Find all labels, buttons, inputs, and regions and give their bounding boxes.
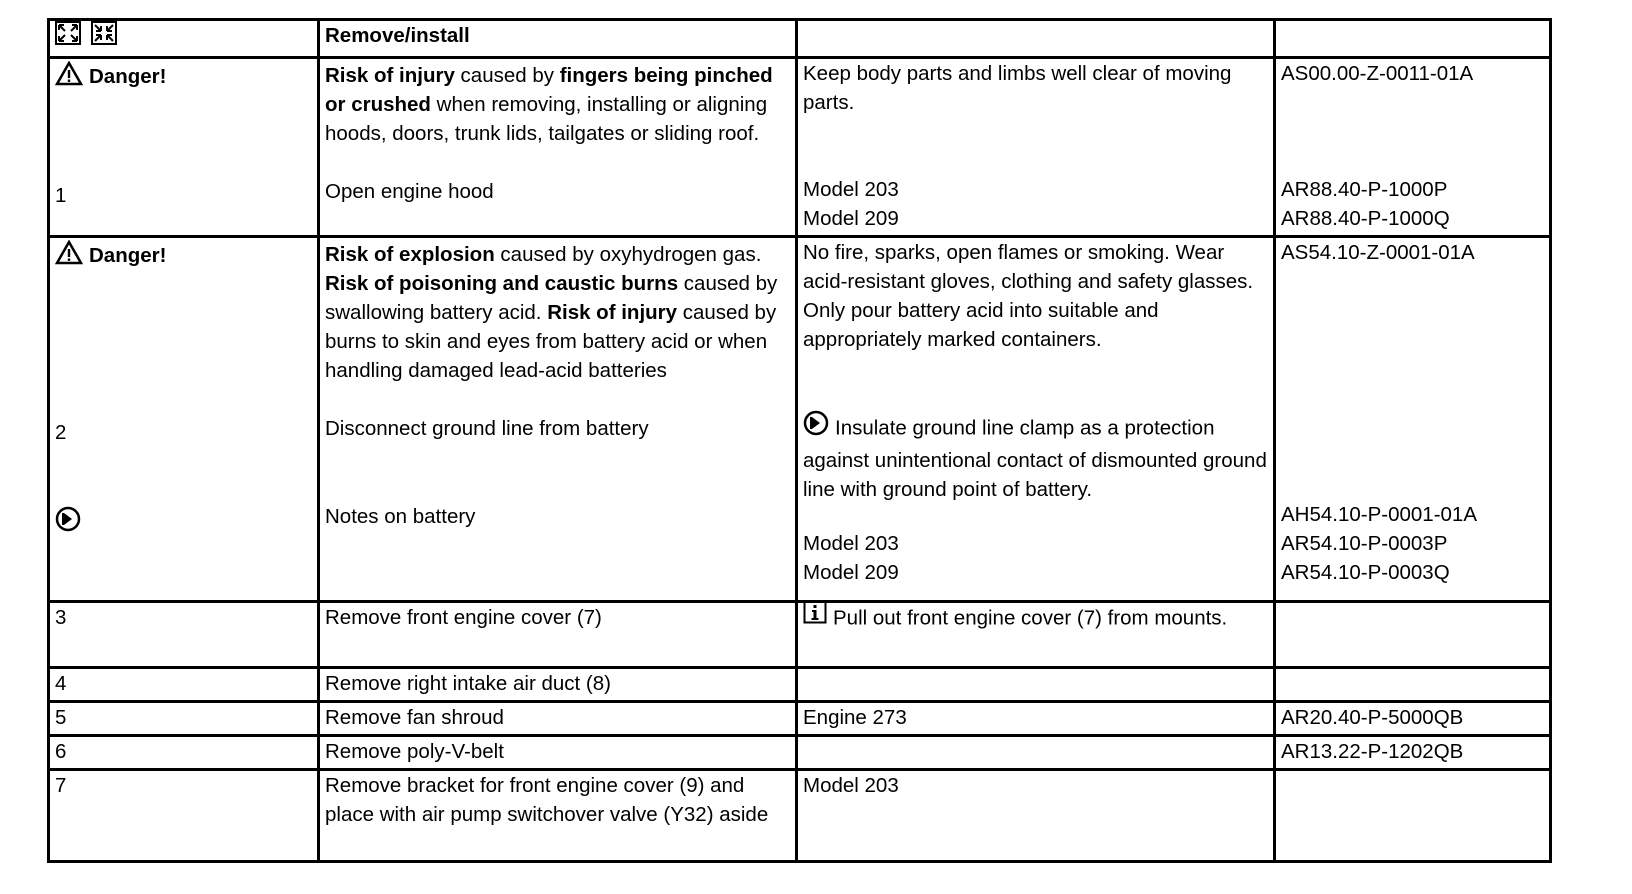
warning-triangle-icon bbox=[55, 61, 83, 94]
step-number: 3 bbox=[49, 602, 319, 668]
battery-label-cell bbox=[49, 237, 319, 602]
model-label: Model 203 bbox=[797, 770, 1275, 862]
procedure-table bbox=[47, 18, 1552, 863]
step-row-7 bbox=[49, 770, 1551, 862]
hood-ref-cell bbox=[1275, 58, 1551, 237]
hood-measure-cell bbox=[797, 58, 1275, 237]
step-number: 2 bbox=[55, 421, 67, 444]
header-empty-3 bbox=[797, 20, 1275, 58]
install-icon bbox=[91, 21, 117, 53]
model-label: Engine 273 bbox=[797, 702, 1275, 736]
risk-text: caused by bbox=[454, 64, 560, 87]
battery-ref-cell bbox=[1275, 237, 1551, 602]
step-row-3 bbox=[49, 602, 1551, 668]
step-text: Remove fan shroud bbox=[319, 702, 797, 736]
risk-text: caused by swallowing battery acid. bbox=[325, 272, 778, 324]
danger-text bbox=[325, 238, 791, 414]
hood-section-row bbox=[49, 58, 1551, 237]
risk-text: caused by burns to skin and eyes from battery acid or when handling damaged lead-acid batteries bbox=[325, 301, 777, 382]
doc-reference: AR88.40-P-1000P bbox=[1281, 178, 1448, 201]
battery-measure-cell bbox=[797, 237, 1275, 602]
battery-section-row bbox=[49, 237, 1551, 602]
step-note-text: Pull out front engine cover (7) from mounts. bbox=[833, 606, 1228, 630]
empty-ref-cell bbox=[1275, 602, 1551, 668]
empty-ref-cell bbox=[1275, 668, 1551, 702]
doc-reference: AR88.40-P-1000Q bbox=[1281, 207, 1450, 230]
risk-bold: Risk of explosion bbox=[325, 243, 495, 266]
step-text: Disconnect ground line from battery bbox=[325, 417, 649, 440]
step-note bbox=[803, 412, 1269, 529]
step-text: Remove front engine cover (7) bbox=[319, 602, 797, 668]
step-row-5 bbox=[49, 702, 1551, 736]
risk-text: caused by oxyhydrogen gas. bbox=[494, 243, 762, 266]
step-text: Remove bracket for front engine cover (9) and place with air pump switchover valve (Y32) aside bbox=[319, 770, 797, 862]
model-label: Model 209 bbox=[803, 207, 899, 230]
note-arrow-icon bbox=[803, 410, 829, 444]
header-title: Remove/install bbox=[319, 20, 797, 58]
risk-bold: Risk of injury bbox=[325, 64, 455, 87]
step-number: 6 bbox=[49, 736, 319, 770]
notes-link-text: Notes on battery bbox=[325, 505, 476, 528]
step-number: 5 bbox=[49, 702, 319, 736]
safety-measure: No fire, sparks, open flames or smoking. Wear acid-resistant gloves, clothing and safety glasses. Only pour battery acid into suitable and appropriately marked containers. bbox=[803, 241, 1254, 351]
step-row-4 bbox=[49, 668, 1551, 702]
step-row-6 bbox=[49, 736, 1551, 770]
doc-reference: AH54.10-P-0001-01A bbox=[1281, 503, 1478, 526]
hood-label-cell bbox=[49, 58, 319, 237]
step-note-text: Insulate ground line clamp as a protection against unintentional contact of dismounted ground line with ground point of battery. bbox=[803, 416, 1267, 501]
doc-reference: AS54.10-Z-0001-01A bbox=[1281, 241, 1475, 264]
step-text: Remove right intake air duct (8) bbox=[319, 668, 797, 702]
step-text: Open engine hood bbox=[325, 180, 494, 203]
risk-bold: Risk of poisoning and caustic burns bbox=[325, 272, 679, 295]
doc-reference: AR20.40-P-5000QB bbox=[1275, 702, 1551, 736]
step-number: 7 bbox=[49, 770, 319, 862]
risk-text: when removing, installing or aligning hoods, doors, trunk lids, tailgates or sliding roof. bbox=[325, 93, 768, 145]
doc-reference: AR54.10-P-0003P bbox=[1281, 532, 1448, 555]
header-icons-cell bbox=[49, 20, 319, 58]
step-note bbox=[797, 602, 1275, 668]
step-text: Remove poly-V-belt bbox=[319, 736, 797, 770]
step-number: 4 bbox=[49, 668, 319, 702]
danger-text bbox=[325, 59, 791, 177]
empty-ref-cell bbox=[1275, 770, 1551, 862]
risk-bold: fingers being pinched or crushed bbox=[325, 64, 773, 116]
step-number: 1 bbox=[55, 184, 67, 207]
model-label: Model 203 bbox=[803, 178, 899, 201]
info-icon bbox=[803, 602, 827, 633]
empty-note-cell bbox=[797, 668, 1275, 702]
empty-note-cell bbox=[797, 736, 1275, 770]
model-label: Model 203 bbox=[803, 532, 899, 555]
doc-reference: AR54.10-P-0003Q bbox=[1281, 561, 1450, 584]
model-label: Model 209 bbox=[803, 561, 899, 584]
warning-triangle-icon bbox=[55, 240, 83, 273]
risk-bold: Risk of injury bbox=[547, 301, 678, 324]
hood-text-cell bbox=[319, 58, 797, 237]
header-row bbox=[49, 20, 1551, 58]
remove-icon bbox=[55, 21, 81, 53]
note-arrow-icon bbox=[55, 506, 81, 540]
doc-reference: AR13.22-P-1202QB bbox=[1275, 736, 1551, 770]
battery-text-cell bbox=[319, 237, 797, 602]
safety-measure: Keep body parts and limbs well clear of moving parts. bbox=[803, 62, 1232, 114]
danger-label: Danger! bbox=[89, 243, 167, 267]
danger-label: Danger! bbox=[89, 64, 167, 88]
header-empty-4 bbox=[1275, 20, 1551, 58]
doc-reference: AS00.00-Z-0011-01A bbox=[1281, 62, 1474, 85]
